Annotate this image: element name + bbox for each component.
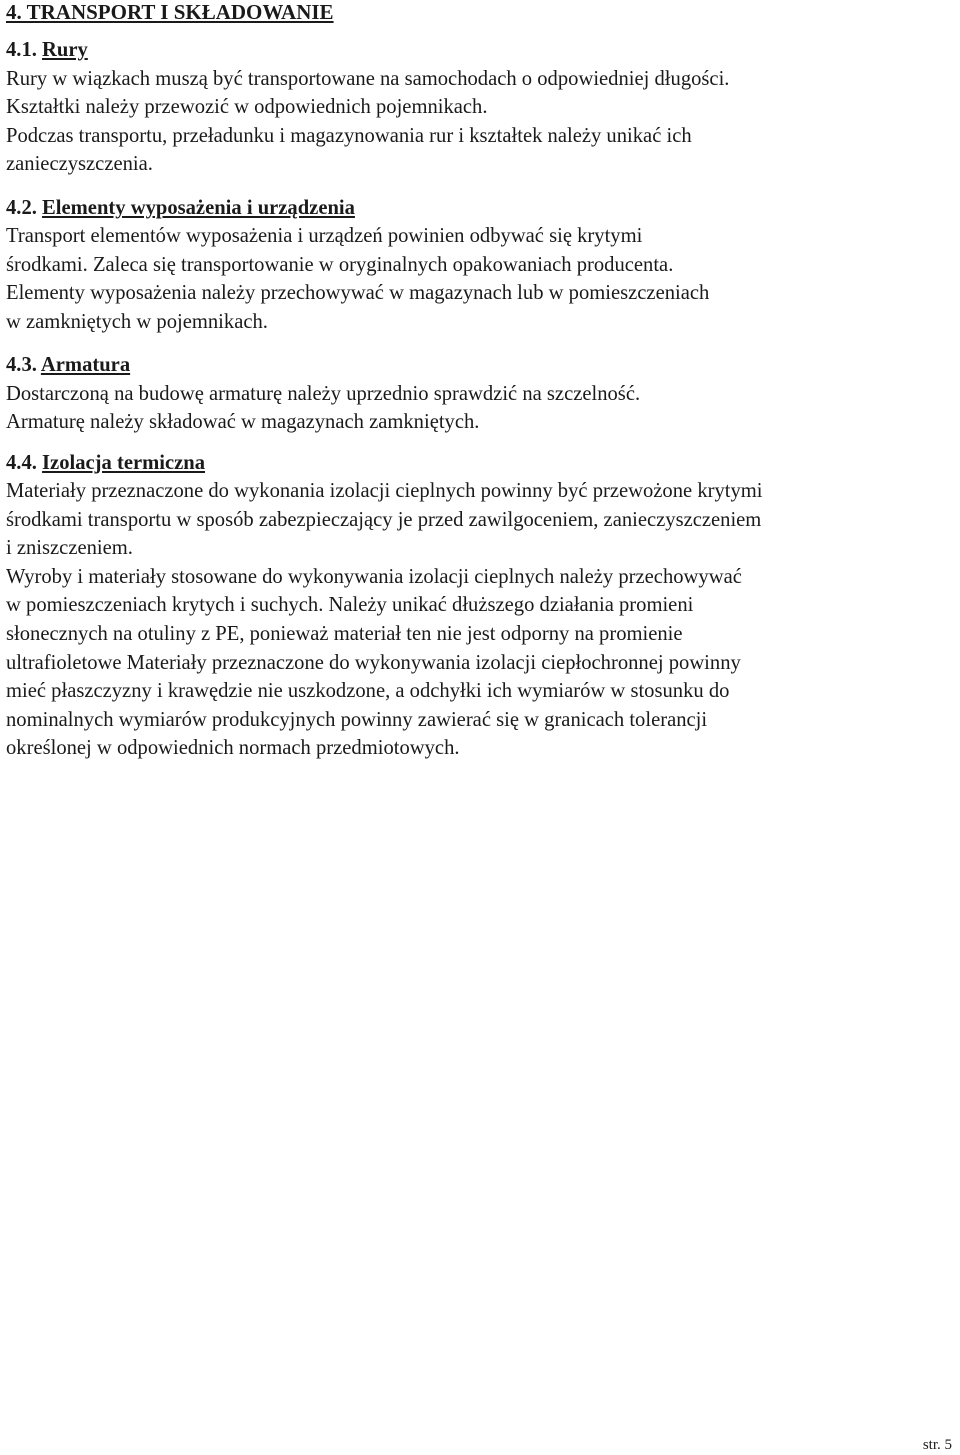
section-number: 4.4.: [6, 452, 37, 474]
paragraph-line: nominalnych wymiarów produkcyjnych powinny zawierać się w granicach tolerancji: [6, 709, 708, 731]
paragraph-line: Armaturę należy składować w magazynach zamkniętych.: [6, 411, 480, 433]
paragraph-line: zanieczyszczenia.: [6, 153, 153, 175]
paragraph-line: w pomieszczeniach krytych i suchych. Należy unikać dłuższego działania promieni: [6, 594, 694, 616]
section-number: 4.1.: [6, 39, 37, 61]
paragraph-line: Elementy wyposażenia należy przechowywać w magazynach lub w pomieszczeniach: [6, 282, 710, 304]
paragraph-line: Dostarczoną na budowę armaturę należy uprzednio sprawdzić na szczelność.: [6, 383, 641, 405]
section-heading-4-1: [6, 37, 88, 63]
chapter-title: 4. TRANSPORT I SKŁADOWANIE: [6, 0, 334, 24]
section-heading-4-4: [6, 450, 205, 476]
paragraph-line: środkami transportu w sposób zabezpieczający je przed zawilgoceniem, zanieczyszczeniem: [6, 509, 762, 531]
paragraph-line: Kształtki należy przewozić w odpowiednich pojemnikach.: [6, 96, 488, 118]
paragraph-line: Rury w wiązkach muszą być transportowane na samochodach o odpowiedniej długości.: [6, 68, 730, 90]
section-number: 4.2.: [6, 197, 37, 219]
paragraph-line: określonej w odpowiednich normach przedmiotowych.: [6, 737, 460, 759]
paragraph-line: i zniszczeniem.: [6, 537, 133, 559]
section-heading-4-3: [6, 352, 130, 378]
section-title: Rury: [42, 39, 88, 61]
paragraph-line: ultrafioletowe Materiały przeznaczone do wykonywania izolacji ciepłochronnej powinny: [6, 652, 741, 674]
paragraph-line: mieć płaszczyzny i krawędzie nie uszkodzone, a odchyłki ich wymiarów w stosunku do: [6, 680, 730, 702]
paragraph-line: Materiały przeznaczone do wykonania izolacji cieplnych powinny być przewożone krytymi: [6, 480, 763, 502]
section-heading-4-2: [6, 195, 355, 221]
paragraph-line: Transport elementów wyposażenia i urządzeń powinien odbywać się krytymi: [6, 225, 643, 247]
paragraph-line: słonecznych na otuliny z PE, ponieważ materiał ten nie jest odporny na promienie: [6, 623, 683, 645]
section-title: Armatura: [40, 354, 131, 376]
section-title: Elementy wyposażenia i urządzenia: [42, 197, 355, 219]
section-title: Izolacja termiczna: [42, 452, 206, 474]
paragraph-line: w zamkniętych w pojemnikach.: [6, 311, 268, 333]
paragraph-line: Podczas transportu, przeładunku i magazynowania rur i kształtek należy unikać ich: [6, 125, 692, 147]
paragraph-line: Wyroby i materiały stosowane do wykonywania izolacji cieplnych należy przechowywać: [6, 566, 742, 588]
section-number: 4.3.: [6, 354, 37, 376]
page-number: str. 5: [922, 1437, 952, 1453]
paragraph-line: środkami. Zaleca się transportowanie w oryginalnych opakowaniach producenta.: [6, 254, 674, 276]
